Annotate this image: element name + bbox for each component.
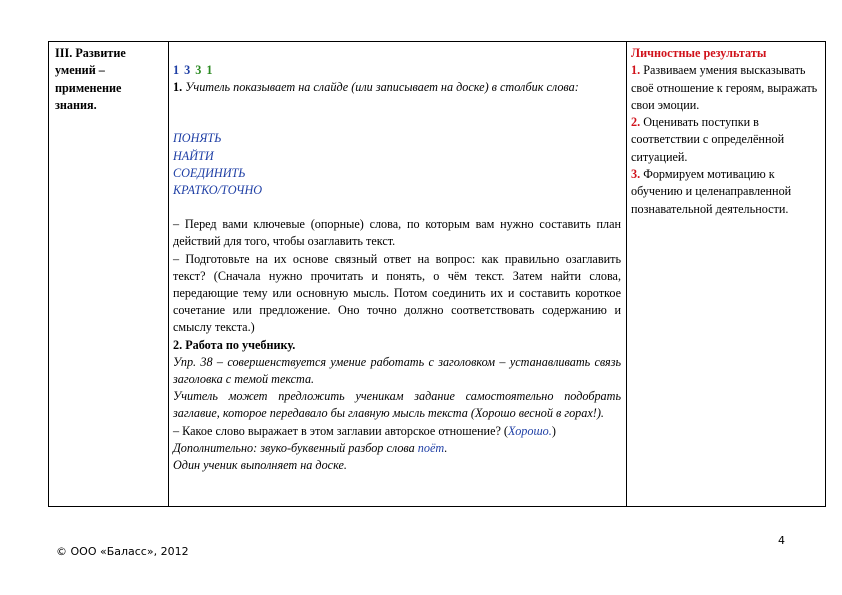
extra-text: Дополнительно: звуко-буквенный разбор слова — [173, 440, 418, 455]
extra-word: поёт — [417, 440, 445, 455]
task2-heading: 2. Работа по учебнику. — [173, 337, 296, 352]
paragraph: – Подготовьте на их основе связный ответ на вопрос: как правильно озаглавить текст? (Сначала нужно прочитать и понять, о чём текст. Затем найти слова, передающие тему или основную мысль. Потом соединить их и составить короткое сочетание или предложение. Оно точно должно соответствовать содержанию и смыслу текста.) — [173, 251, 621, 335]
teacher-text: Учитель может предложить ученикам задание самостоятельно подобрать заглавие, которое передавало бы главную мысль текста (Хорошо весной в горах!). — [173, 389, 621, 421]
stage-cell — [55, 45, 165, 114]
page-number: 4 — [778, 534, 785, 547]
results-cell — [631, 45, 823, 218]
step-number: 1 — [206, 63, 214, 77]
results-heading: Личностные результаты — [631, 46, 767, 60]
extra-dot: . — [444, 440, 448, 455]
paragraph: – Перед вами ключевые (опорные) слова, по которым вам нужно составить план действий для того, чтобы озаглавить текст. — [173, 217, 621, 249]
column-divider — [626, 42, 627, 506]
lesson-table — [48, 41, 826, 507]
keyword-list — [173, 130, 621, 199]
task1 — [173, 79, 621, 96]
stage-line: III. Развитие — [55, 46, 126, 60]
copyright: © ООО «Баласс», 2012 — [56, 545, 189, 558]
result-item — [631, 62, 823, 114]
stage-line: знания. — [55, 97, 97, 112]
column-divider — [168, 42, 169, 506]
result-number: 1. — [631, 63, 641, 78]
stage-line: применение — [55, 80, 122, 95]
step-number: 3 — [195, 63, 203, 77]
step-number: 1 — [173, 63, 181, 77]
result-item — [631, 166, 823, 218]
question-answer: Хорошо. — [508, 423, 552, 438]
keyword: СОЕДИНИТЬ — [173, 165, 246, 180]
step-numbers — [173, 62, 621, 79]
question — [173, 423, 621, 440]
exercise-text: Упр. 38 – совершенствуется умение работать с заголовком – устанавливать связь заголовка с темой текста. — [173, 354, 621, 387]
keyword: КРАТКО/ТОЧНО — [173, 183, 263, 198]
keyword: ПОНЯТЬ — [173, 131, 222, 146]
question-close: ) — [551, 423, 556, 438]
result-number: 2. — [631, 115, 641, 130]
content-cell — [173, 62, 621, 474]
last-line: Один ученик выполняет на доске. — [173, 458, 347, 473]
task1-number: 1. — [173, 80, 183, 95]
question-text: – Какое слово выражает в этом заглавии авторское отношение? ( — [173, 423, 508, 438]
step-number: 3 — [184, 63, 192, 77]
extra-task — [173, 440, 621, 457]
stage-line: умений – — [55, 63, 105, 78]
result-number: 3. — [631, 167, 641, 182]
result-item — [631, 114, 823, 166]
result-text: Развиваем умения высказывать своё отношение к героям, выражать свои эмоции. — [631, 63, 818, 112]
task1-text: Учитель показывает на слайде (или записывает на доске) в столбик слова: — [185, 80, 579, 95]
keyword: НАЙТИ — [173, 148, 214, 163]
result-text: Формируем мотивацию к обучению и целенаправленной познавательной деятельности. — [631, 167, 792, 216]
result-text: Оценивать поступки в соответствии с определённой ситуацией. — [631, 115, 785, 164]
